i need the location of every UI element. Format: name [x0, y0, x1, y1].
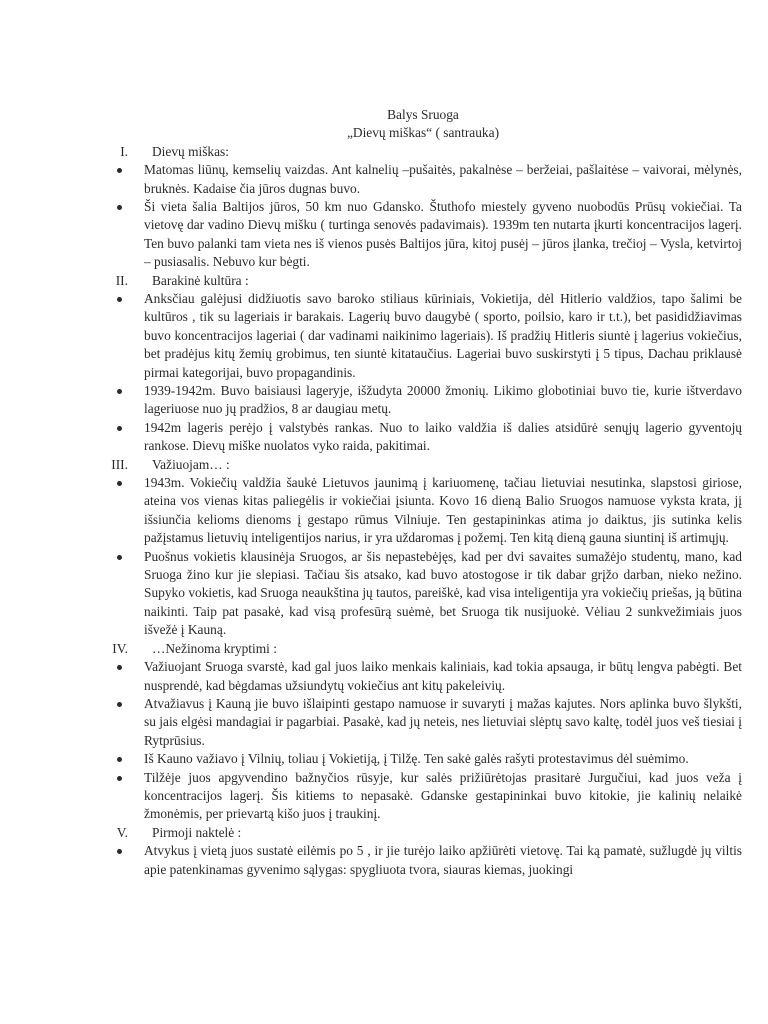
- bullet-item: [0, 695, 768, 750]
- bullet-text: 1943m. Vokiečių valdžia šaukė Lietuvos jaunimą į kariuomenę, tačiau lietuviai nesutinka, slapstosi giriose, ateina vos vienas kitas paliegėlis ir vokiečiai įsiunta. Kovo 16 dieną Balio Sruogos namuose vyksta krata, jį išsiunčia kelioms dienoms į gestapo rūmus Vilniuje. Ten gestapininkas atima jo daiktus, jis sutinka kelis pažįstamus lietuvių inteligentijos narius, ir yra uždaromas į požemį. Ten kitą dieną gauna siuntinį iš artimųjų.: [144, 475, 742, 546]
- section-numeral: IV.: [112, 640, 128, 656]
- section-numeral: II.: [115, 272, 128, 288]
- bullet-item: [0, 750, 768, 768]
- document-author: Balys Sruoga: [387, 107, 459, 122]
- bullet-text: Atvažiavus į Kauną jie buvo išlaipinti gestapo namuose ir suvaryti į mažas kajutes. Nors aplinka buvo šlykšti, su jais elgėsi mandagiai ir pagarbiai. Pasakė, kad jų neteis, nes lietuviai slėptų savo kaltę, todėl juos veš tiesiai į Rytprūsius.: [144, 695, 742, 748]
- section-title: Dievų miškas:: [152, 143, 229, 159]
- section-numeral: I.: [120, 143, 128, 159]
- bullet-icon: [117, 849, 122, 854]
- section-numeral: V.: [116, 824, 128, 840]
- section-title: Pirmoji naktelė :: [152, 824, 242, 840]
- bullet-icon: [117, 168, 122, 173]
- section-title: Barakinė kultūra :: [152, 272, 249, 288]
- section-title: Važiuojam… :: [152, 456, 230, 472]
- bullet-icon: [117, 555, 122, 560]
- bullet-item: [0, 419, 768, 456]
- section-heading: [0, 272, 768, 290]
- section-heading: [0, 143, 768, 161]
- bullet-text: 1939-1942m. Buvo baisiausi lageryje, išžudyta 20000 žmonių. Likimo globotiniai buvo tie, kurie ištverdavo lageriuose nuo jų pradžios, 8 ar daugiau metų.: [144, 383, 742, 417]
- bullet-item: [0, 290, 768, 382]
- bullet-item: [0, 548, 768, 640]
- bullet-icon: [117, 297, 122, 302]
- bullet-text: Matomas liūnų, kemselių vaizdas. Ant kalnelių –pušaitės, pakalnėse – beržeiai, pašlaitėse – vaivorai, mėlynės, bruknės. Kadaise čia jūros dugnas buvo.: [144, 162, 742, 196]
- bullet-text: Iš Kauno važiavo į Vilnių, toliau į Vokietiją, į Tilžę. Ten sakė galės rašyti protestavimus dėl suėmimo.: [144, 751, 689, 767]
- bullet-icon: [117, 702, 122, 707]
- bullet-item: [0, 382, 768, 419]
- bullet-text: Ši vieta šalia Baltijos jūros, 50 km nuo Gdansko. Štuthofo miestely gyveno nuobodūs Prūsų vokiečiai. Ta vietovę dar vadino Dievų mišku ( turtinga senovės padavimais). 1939m ten nutarta įkurti koncentracijos lagerį. Ten buvo palanki tam vieta nes iš vienos pusės Baltijos jūra, kitoj pusėj – jūros įlanka, trečioj – Vysla, ketvirtoj – pusiasalis. Nebuvo kur bėgti.: [144, 198, 742, 270]
- document-content: [0, 106, 768, 879]
- section-numeral: III.: [111, 456, 128, 472]
- bullet-text: Puošnus vokietis klausinėja Sruogos, ar šis nepastebėjęs, kad per dvi savaites sumažėjo studentų, mano, kad Sruoga žino kur jie slepiasi. Tačiau šis atsako, kad buvo atostogose ir tik dabar grįžo darban, nieko nežino. Supyko vokietis, kad Sruoga neaukština jų tautos, pareiškė, kad visa inteligentija yra vokiečių priešas, ją būtina naikinti. Taip pat pasakė, kad visą profesūrą suėmė, bet Sruoga tik nusijuokė. Vėliau 2 sunkvežimiais juos išvežė į Kauną.: [144, 548, 742, 638]
- bullet-list: [0, 161, 768, 271]
- bullet-item: [0, 161, 768, 198]
- bullet-text: Atvykus į vietą juos sustatė eilėmis po 5 , ir jie turėjo laiko apžiūrėti vietovę. Tai ką pamatė, sužlugdė jų viltis apie patenkinamas gyvenimo sąlygas: spygliuota tvora, siauras kiemas, juokingi: [144, 843, 742, 877]
- bullet-icon: [117, 426, 122, 431]
- bullet-item: [0, 842, 768, 879]
- bullet-icon: [117, 389, 122, 394]
- bullet-list: [0, 658, 768, 824]
- bullet-list: [0, 290, 768, 456]
- document-title: „Dievų miškas“ ( santrauka): [346, 125, 500, 141]
- bullet-icon: [117, 757, 122, 762]
- bullet-icon: [117, 776, 122, 781]
- bullet-item: [0, 198, 768, 272]
- section-heading: [0, 824, 768, 842]
- bullet-text: Tilžėje juos apgyvendino bažnyčios rūsyje, kur salės prižiūrėtojas prasitarė Jurgučiui, kad juos veža į koncentracijos lagerį. Šis kitiems to nepasakė. Gdanske gestapininkai buvo kitokie, jie kalinių nelaikė žmonėmis, per prievartą kišo juos į traukinį.: [144, 769, 742, 822]
- bullet-text: Važiuojant Sruoga svarstė, kad gal juos laiko menkais kaliniais, kad tokia apsauga, ir būtų lengva pabėgti. Bet nusprendė, kad bėgdamas užsiundytų vokiečius ant kitų pakeleivių.: [144, 659, 742, 693]
- bullet-item: [0, 769, 768, 824]
- section-heading: [0, 456, 768, 474]
- bullet-icon: [117, 665, 122, 670]
- bullet-item: [0, 474, 768, 548]
- section-heading: [0, 640, 768, 658]
- bullet-list: [0, 842, 768, 879]
- bullet-item: [0, 658, 768, 695]
- bullet-list: [0, 474, 768, 640]
- section-title: …Nežinoma kryptimi :: [152, 640, 277, 656]
- bullet-text: 1942m lageris perėjo į valstybės rankas. Nuo to laiko valdžia iš dalies atsidūrė senųjų lagerio gyventojų rankose. Dievų miške nuolatos vyko raida, pakitimai.: [144, 419, 742, 454]
- bullet-icon: [117, 481, 122, 486]
- bullet-icon: [117, 205, 122, 210]
- bullet-text: Anksčiau galėjusi didžiuotis savo baroko stiliaus kūriniais, Vokietija, dėl Hitlerio valdžios, tapo šalimi be kultūros , tik su lageriais ir barakais. Lagerių buvo daugybė ( sporto, poilsio, karo ir t.t.), bet pasididžiavimas buvo koncentracijos lageriai ( dar vadinami naikinimo lageriais). Iš pradžių Hitleris siuntė į lagerius vokiečius, bet pradėjus kitų žemių grobimus, ten siuntė kitataučius. Lageriai buvo suskirstyti į 5 tipus, Dachau priklausė pirmai kategorijai, buvo propagandinis.: [144, 291, 742, 380]
